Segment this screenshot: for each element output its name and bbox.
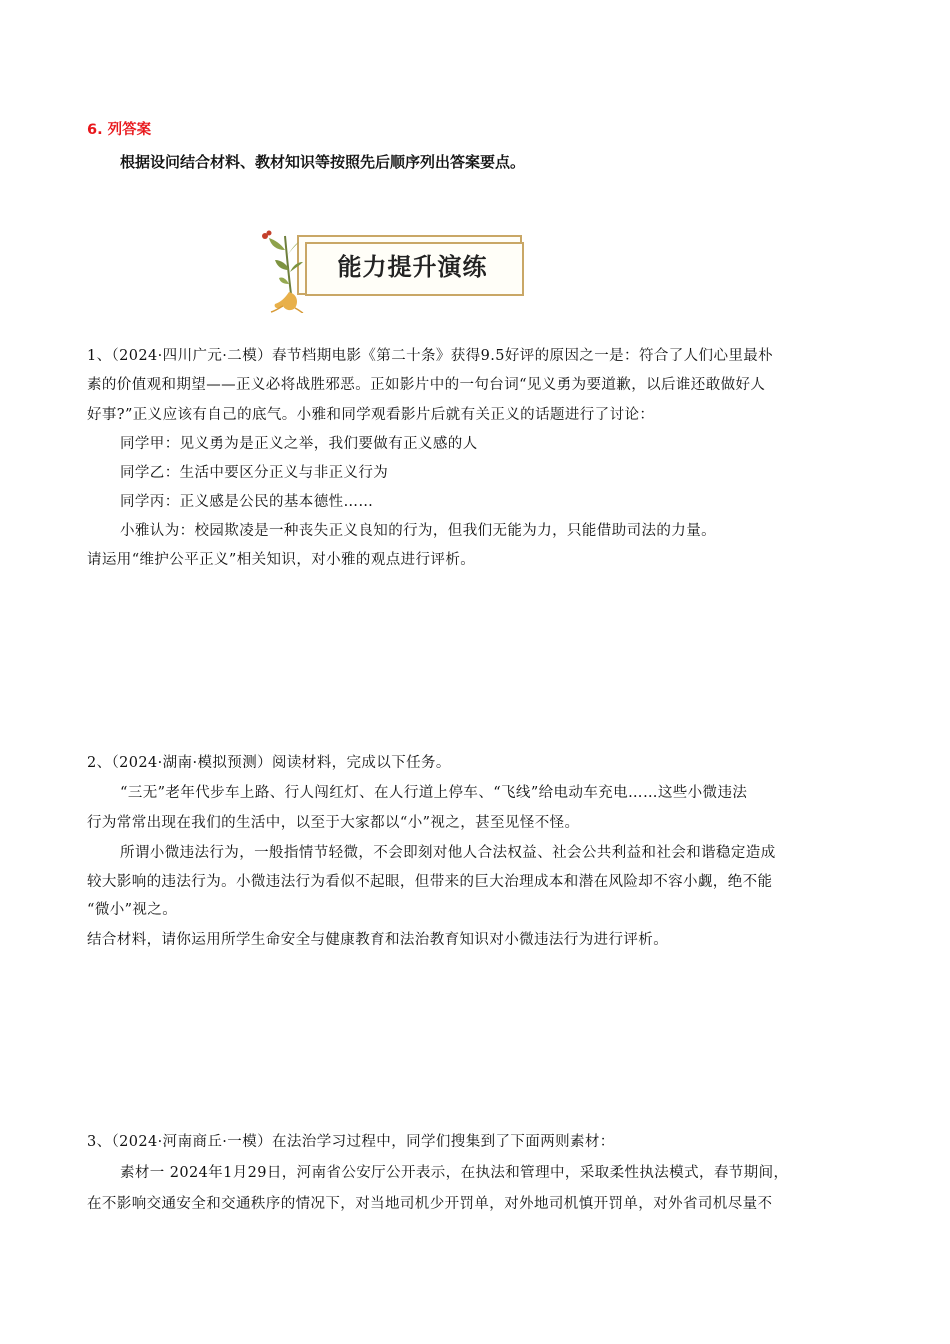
q1-student-b: 同学乙：生活中要区分正义与非正义行为 bbox=[120, 465, 389, 481]
q1-xiaoya-view: 小雅认为：校园欺凌是一种丧失正义良知的行为，但我们无能为力，只能借助司法的力量。 bbox=[120, 523, 716, 539]
section-description: 根据设问结合材料、教材知识等按照先后顺序列出答案要点。 bbox=[120, 153, 526, 171]
q1-task: 请运用“维护公平正义”相关知识，对小雅的观点进行评析。 bbox=[87, 552, 476, 568]
q2-task: 结合材料，请你运用所学生命安全与健康教育和法治教育知识对小微违法行为进行评析。 bbox=[87, 932, 669, 948]
q1-line-1: 1、（2024·四川广元·二模）春节档期电影《第二十条》获得9.5好评的原因之一是：符合了人们心里最朴 bbox=[87, 348, 774, 364]
q2-para1-a: “三无”老年代步车上路、行人闯红灯、在人行道上停车、“飞线”给电动车充电……这些小微违法 bbox=[120, 785, 748, 801]
q1-line-2: 素的价值观和期望——正义必将战胜邪恶。正如影片中的一句台词“见义勇为要道歉，以后谁还敢做好人 bbox=[87, 377, 766, 393]
q2-para1-b: 行为常常出现在我们的生活中，以至于大家都以“小”视之，甚至见怪不怪。 bbox=[87, 815, 580, 831]
ginseng-plant-icon bbox=[255, 228, 315, 313]
q2-para2-a: 所谓小微违法行为，一般指情节轻微，不会即刻对他人合法权益、社会公共利益和社会和谐稳定造成 bbox=[120, 845, 776, 861]
q1-student-c: 同学丙：正义感是公民的基本德性…… bbox=[120, 494, 374, 510]
banner bbox=[255, 228, 530, 313]
q3-line-1: 3、（2024·河南商丘·一模）在法治学习过程中，同学们搜集到了下面两则素材： bbox=[87, 1134, 615, 1150]
q2-para2-c: “微小”视之。 bbox=[87, 902, 178, 918]
q3-material1-b: 在不影响交通安全和交通秩序的情况下，对当地司机少开罚单，对外地司机慎开罚单，对外省司机尽量不 bbox=[87, 1196, 773, 1212]
q1-student-a: 同学甲：见义勇为是正义之举，我们要做有正义感的人 bbox=[120, 436, 478, 452]
q2-line-1: 2、（2024·湖南·模拟预测）阅读材料，完成以下任务。 bbox=[87, 755, 451, 771]
q3-material1-a: 素材一 2024年1月29日，河南省公安厅公开表示，在执法和管理中，采取柔性执法模式，春节期间， bbox=[120, 1165, 789, 1181]
banner-title: 能力提升演练 bbox=[337, 253, 488, 281]
q1-line-3: 好事?”正义应该有自己的底气。小雅和同学观看影片后就有关正义的话题进行了讨论： bbox=[87, 407, 655, 423]
q2-para2-b: 较大影响的违法行为。小微违法行为看似不起眼，但带来的巨大治理成本和潜在风险却不容小觑，绝不能 bbox=[87, 874, 773, 890]
section-title: 6. 列答案 bbox=[87, 122, 152, 138]
